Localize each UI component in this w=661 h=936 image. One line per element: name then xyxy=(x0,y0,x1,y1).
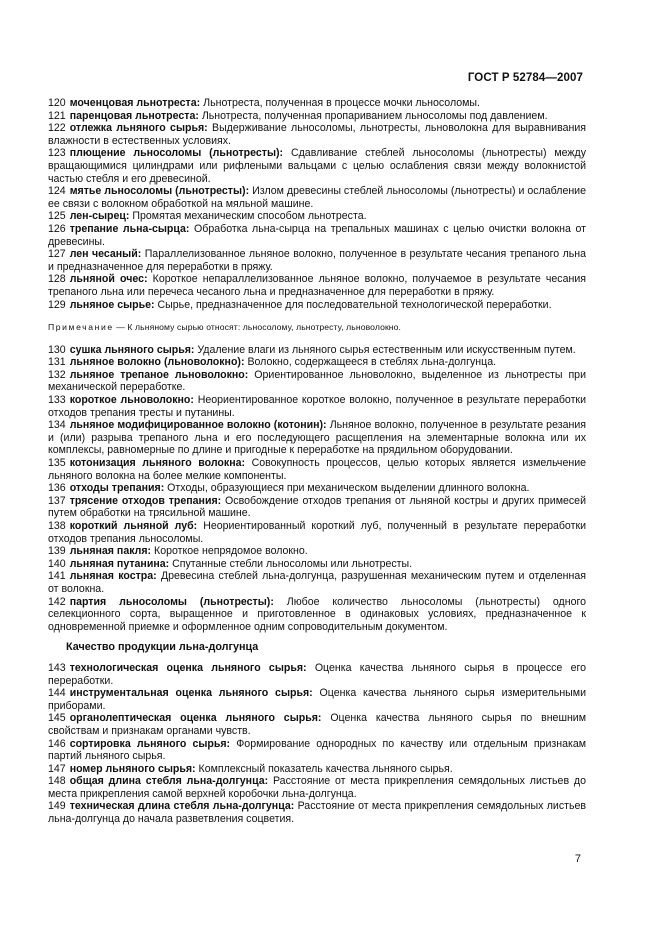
term-number: 137 xyxy=(48,494,66,507)
term-number: 141 xyxy=(48,570,66,583)
term-number: 138 xyxy=(48,520,66,532)
term-entry xyxy=(48,520,586,545)
term-entry xyxy=(48,457,586,482)
term-definition: Короткое непрядомое волокно. xyxy=(154,545,308,558)
term-number: 140 xyxy=(48,557,66,570)
term-number: 134 xyxy=(48,419,66,432)
term-number: 142 xyxy=(48,595,66,608)
term-definition: Льнотреста, полученная в процессе мочки льносоломы. xyxy=(203,97,480,109)
term-definition: Удаление влаги из льняного сырья естественным или искусственным путем. xyxy=(197,343,576,356)
term-definition: Оценка качества льняного сырья по внешним свойствам и признакам органами чувств. xyxy=(48,712,586,737)
term-entry xyxy=(48,738,586,763)
term-number: 131 xyxy=(48,356,66,369)
term-name: лен чесаный: xyxy=(69,248,142,261)
terms-group-c xyxy=(48,662,586,826)
term-name: сортировка льняного сырья: xyxy=(69,737,231,750)
term-number: 136 xyxy=(48,482,66,495)
term-definition: Короткое непараллелизованное льняное волокно, получаемое в результате чесания трепаного льна или перечеса чесаного льна и предназначенное для переработки в пряжу. xyxy=(48,273,586,298)
note-text: — К льняному сырью относят: льносолому, льнотресту, льноволокно. xyxy=(116,322,402,333)
term-entry xyxy=(48,122,586,147)
section-title: Качество продукции льна-долгунца xyxy=(66,641,259,654)
term-entry xyxy=(48,482,586,495)
term-name: органолептическая оценка льняного сырья: xyxy=(69,712,322,725)
term-name: инструментальная оценка льняного сырья: xyxy=(69,687,313,700)
term-number: 139 xyxy=(48,545,66,558)
term-definition: Оценка качества льняного сырья в процессе его переработки. xyxy=(48,661,586,687)
term-definition: Промятая механическим способом льнотреста. xyxy=(132,210,367,223)
term-entry xyxy=(48,775,586,800)
term-definition: Комплексный показатель качества льняного сырья. xyxy=(198,762,453,775)
term-entry xyxy=(48,687,586,712)
term-entry xyxy=(48,356,586,369)
term-definition: Излом древесины стеблей льносоломы (льнотресты) и ослабление ее связи с волокном обработкой на мяльной машине. xyxy=(48,185,586,210)
term-entry xyxy=(48,800,586,825)
term-definition: Обработка льна-сырца на трепальных машинах с целью очистки волокна от древесины. xyxy=(48,222,586,248)
term-name: общая длина стебля льна-долгунца: xyxy=(69,775,269,788)
term-name: технологическая оценка льняного сырья: xyxy=(69,661,307,674)
term-entry xyxy=(48,248,586,273)
term-name: льняная путанина: xyxy=(69,557,170,570)
term-number: 127 xyxy=(48,248,66,261)
term-number: 145 xyxy=(48,712,66,725)
page-number: 7 xyxy=(574,853,581,865)
term-name: котонизация льняного волокна: xyxy=(69,457,246,470)
term-definition: Сдавливание стеблей льносоломы (льнотресты) между вращающимися цилиндрами или рифлеными вальцами с целью ослабления связи между волокнистой частью стебля и его древесиной. xyxy=(48,147,586,185)
term-name: льняная костра: xyxy=(69,570,157,583)
term-name: льняное сырье: xyxy=(69,298,155,311)
term-definition: Расстояние от места прикрепления семядольных листьев до места прикрепления самой верхней коробочки льна-долгунца. xyxy=(48,775,586,800)
term-entry xyxy=(48,210,586,223)
term-definition: Неориентированный короткий луб, полученный в результате переработки отходов трепания льносоломы. xyxy=(48,520,586,545)
term-name: отходы трепания: xyxy=(69,482,165,495)
term-definition: Волокно, содержащееся в стеблях льна-долгунца. xyxy=(247,356,497,369)
term-entry xyxy=(48,369,586,394)
term-entry xyxy=(48,495,586,520)
term-number: 128 xyxy=(48,273,66,286)
term-entry xyxy=(48,147,586,185)
term-definition: Льнотреста, полученная пропариванием льносоломы под давлением. xyxy=(201,109,548,122)
term-number: 147 xyxy=(48,762,66,775)
term-definition: Неориентированное короткое волокно, полученное в результате переработки отходов трепания тресты и путанины. xyxy=(48,394,586,419)
term-entry xyxy=(48,273,586,298)
term-number: 148 xyxy=(48,775,66,788)
term-definition: Льняное волокно, полученное в результате резания и (или) разрыва трепаного льна и его последующего расщепления на элементарные волокна или их комплексы, равномерные по длине и пригодные к переработке на прядильном оборудовании. xyxy=(48,419,586,457)
term-name: льняное волокно (льноволокно): xyxy=(69,356,245,369)
term-entry xyxy=(48,545,586,558)
term-entry xyxy=(48,558,586,571)
term-entry xyxy=(48,344,586,357)
term-number: 121 xyxy=(48,109,66,122)
term-number: 133 xyxy=(48,394,66,407)
term-name: трепание льна-сырца: xyxy=(69,222,190,235)
term-definition: Формирование однородных по качеству или отдельным признакам партий льняного сырья. xyxy=(48,737,587,763)
term-entry xyxy=(48,110,586,123)
note-label: Примечание xyxy=(48,322,114,333)
term-name: лен-сырец: xyxy=(69,210,130,223)
term-name: техническая длина стебля льна-долгунца: xyxy=(69,800,295,813)
term-definition: Расстояние от места прикрепления семядольных листьев льна-долгунца до начала разветвления соцветия. xyxy=(48,800,587,826)
term-name: трясение отходов трепания: xyxy=(69,494,222,507)
term-number: 144 xyxy=(48,687,66,700)
document-header: ГОСТ Р 52784—2007 xyxy=(467,72,583,84)
term-entry xyxy=(48,596,586,634)
term-name: льняное трепаное льноволокно: xyxy=(69,368,249,381)
term-definition: Параллелизованное льняное волокно, полученное в результате чесания трепаного льна и предназначенное для переработки в пряжу. xyxy=(48,248,587,273)
terms-group-b xyxy=(48,344,586,634)
terms-group-a xyxy=(48,97,586,311)
term-name: льняное модифицированное волокно (котонин): xyxy=(69,419,327,432)
term-name: паренцовая льнотреста: xyxy=(69,109,199,122)
term-entry xyxy=(48,185,586,210)
term-number: 149 xyxy=(48,800,66,813)
term-number: 124 xyxy=(48,185,66,198)
term-name: моченцовая льнотреста: xyxy=(69,97,201,109)
term-number: 129 xyxy=(48,298,66,311)
term-number: 123 xyxy=(48,147,66,160)
term-number: 146 xyxy=(48,737,66,750)
term-entry xyxy=(48,394,586,419)
term-name: мятье льносоломы (льнотресты): xyxy=(69,185,250,198)
term-name: льняной очес: xyxy=(69,273,148,286)
term-definition: Ориентированное льноволокно, выделенное из льнотресты при механической переработке. xyxy=(48,368,586,394)
term-name: сушка льняного сырья: xyxy=(69,343,195,356)
term-number: 120 xyxy=(48,97,66,109)
term-definition: Сырье, предназначенное для последовательной технологической переработки. xyxy=(157,298,552,311)
term-definition: Выдерживание льносоломы, льнотресты, льноволокна для выравнивания влажности в естественных условиях. xyxy=(48,122,586,147)
term-number: 125 xyxy=(48,210,66,223)
term-entry xyxy=(48,419,586,457)
term-definition: Освобождение отходов трепания от льняной костры и других примесей путем обработки на трясильной машине. xyxy=(48,494,586,520)
term-entry xyxy=(48,97,586,110)
document-body xyxy=(48,97,586,826)
term-number: 132 xyxy=(48,368,66,381)
term-entry xyxy=(48,223,586,248)
term-entry xyxy=(48,299,586,312)
term-definition: Отходы, образующиеся при механическом выделении длинного волокна. xyxy=(167,482,530,495)
note xyxy=(48,321,586,334)
term-name: плющение льносоломы (льнотресты): xyxy=(69,147,284,160)
term-name: короткий льняной луб: xyxy=(69,520,198,532)
term-name: льняная пакля: xyxy=(69,545,152,558)
term-number: 135 xyxy=(48,457,66,470)
term-number: 122 xyxy=(48,122,66,135)
term-number: 130 xyxy=(48,343,66,356)
term-definition: Спутанные стебли льносоломы или льнотресты. xyxy=(172,557,413,570)
term-entry xyxy=(48,712,586,737)
term-definition: Древесина стеблей льна-долгунца, разрушенная механическим путем и отделенная от волокна. xyxy=(48,570,586,595)
term-name: отлежка льняного сырья: xyxy=(69,122,208,135)
term-definition: Любое количество льносоломы (льнотресты) одного селекционного сорта, выращенное и приготовленное в одинаковых условиях, предназначенное к одновременной приемке и оформленное одним сопроводительным документом. xyxy=(48,595,586,633)
term-number: 143 xyxy=(48,661,66,674)
term-definition: Оценка качества льняного сырья измерительными приборами. xyxy=(48,687,586,712)
term-name: короткое льноволокно: xyxy=(69,394,194,407)
term-entry xyxy=(48,662,586,687)
term-name: партия льносоломы (льнотресты): xyxy=(69,595,274,608)
term-entry xyxy=(48,763,586,776)
term-entry xyxy=(48,570,586,595)
term-number: 126 xyxy=(48,222,66,235)
term-definition: Совокупность процессов, целью которых является измельчение льняного волокна на более мелкие компоненты. xyxy=(48,457,586,482)
term-name: номер льняного сырья: xyxy=(69,762,196,775)
